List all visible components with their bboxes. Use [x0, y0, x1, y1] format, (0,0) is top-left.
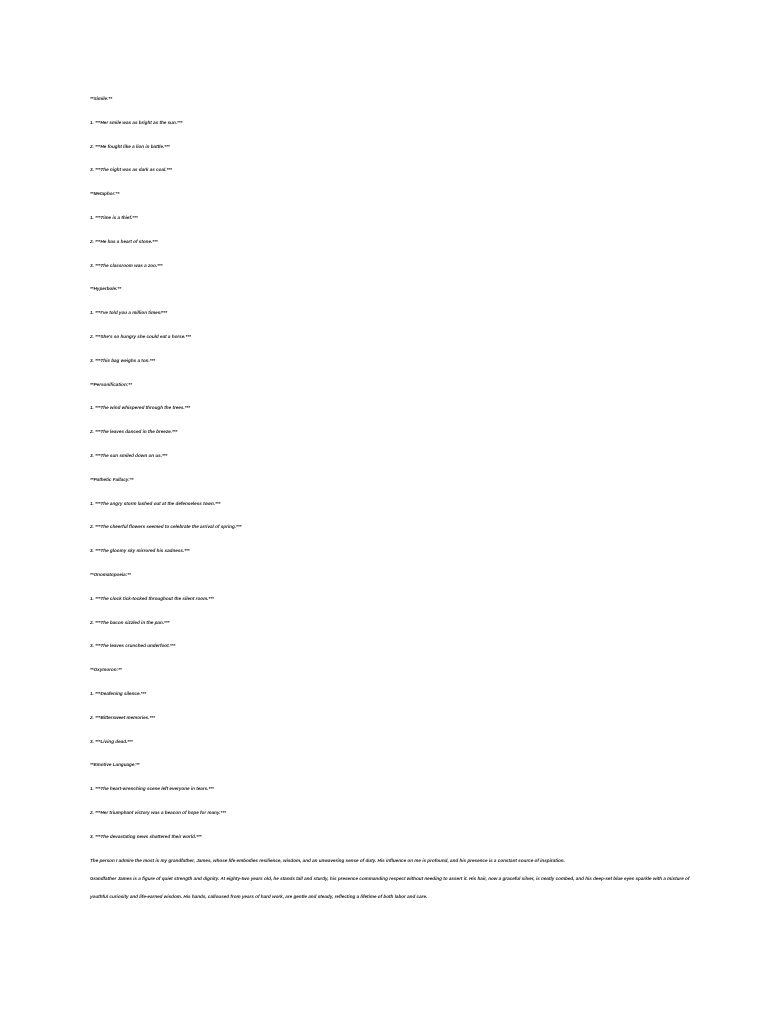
- list-item: 1. ***The heart-wrenching scene left everyone in tears.***: [90, 786, 214, 792]
- list-item: 2. ***Bittersweet memories.***: [90, 714, 155, 720]
- list-item: 1. ***Deafening silence.***: [90, 690, 147, 696]
- description-paragraph: Grandfather James is a figure of quiet strength and dignity. At eighty-two years old, he stands tall and sturdy, his presence commanding respect without needing to assert it. His hair, now a graceful silver, is neatly combed, and his deep-set blue eyes sparkle with a mixture of youthful curiosity and life-earned wisdom. His hands, calloused from years of hard work, are gentle and steady, reflecting a lifetime of both labor and care.: [90, 876, 690, 899]
- personification-heading: **Personification:**: [90, 381, 132, 387]
- list-item: 2. ***The leaves danced in the breeze.***: [90, 429, 178, 435]
- list-item: 1. ***The clock tick-tocked throughout the silent room.***: [90, 595, 214, 601]
- list-item: 3. ***Living dead.***: [90, 738, 133, 744]
- list-item: 1. ***Her smile was as bright as the sun.***: [90, 119, 183, 125]
- list-item: 2. ***She's so hungry she could eat a horse.***: [90, 333, 191, 339]
- list-item: 1. ***The wind whispered through the trees.***: [90, 405, 191, 411]
- list-item: 1. ***Time is a thief.***: [90, 214, 138, 220]
- simile-heading: **Simile:**: [90, 96, 113, 101]
- list-item: 3. ***The sun smiled down on us.***: [90, 452, 168, 458]
- list-item: 1. ***The angry storm lashed out at the defenseless town.***: [90, 500, 221, 506]
- list-item: 3. ***The gloomy sky mirrored his sadness.***: [90, 548, 190, 554]
- list-item: 3. ***The night was as dark as coal.***: [90, 167, 172, 173]
- hyperbole-heading: **Hyperbole:**: [90, 286, 122, 292]
- list-item: 3. ***The devastating news shattered their world.***: [90, 833, 202, 839]
- list-item: 3. ***This bag weighs a ton.***: [90, 357, 156, 363]
- list-item: 3. ***The classroom was a zoo.***: [90, 262, 163, 268]
- pathetic-fallacy-heading: **Pathetic Fallacy:**: [90, 476, 134, 482]
- list-item: 2. ***He has a heart of stone.***: [90, 238, 158, 244]
- document-body: [90, 96, 690, 905]
- list-item: 2. ***Her triumphant victory was a beacon of hope for many.***: [90, 809, 226, 815]
- list-item: 3. ***The leaves crunched underfoot.***: [90, 643, 176, 649]
- oxymoron-heading: **Oxymoron:**: [90, 667, 122, 673]
- list-item: 2. ***The cheerful flowers seemed to celebrate the arrival of spring.***: [90, 524, 242, 530]
- list-item: 1. ***I've told you a million times!***: [90, 310, 168, 316]
- onomatopoeia-heading: **Onomatopoeia:**: [90, 571, 131, 577]
- emotive-language-heading: **Emotive Language:**: [90, 762, 140, 768]
- list-item: 2. ***He fought like a lion in battle.***: [90, 143, 170, 149]
- list-item: 2. ***The bacon sizzled in the pan.***: [90, 619, 170, 625]
- admiration-paragraph: The person I admire the most is my grandfather, James, whose life embodies resilience, wisdom, and an unwavering sense of duty. His influence on me is profound, and his presence is a constant source of inspiration.: [90, 857, 565, 863]
- metaphor-heading: **Metaphor:**: [90, 191, 120, 197]
